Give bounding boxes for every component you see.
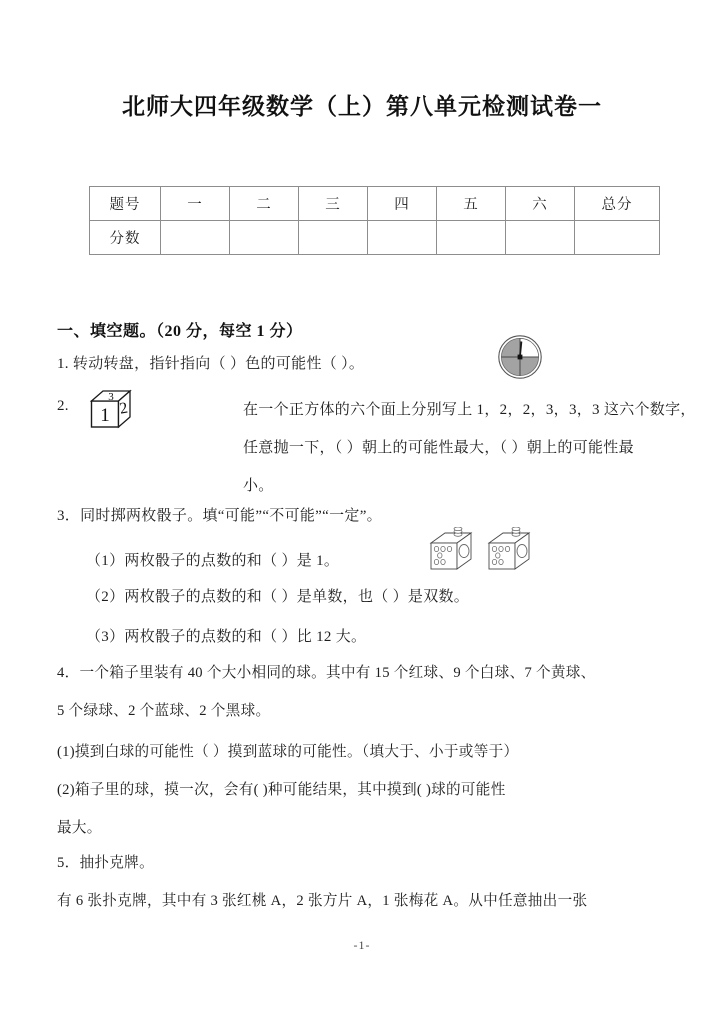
column-header-2: 二 bbox=[230, 187, 299, 221]
section-heading-fill-in-blanks: 一、填空题。（20 分，每空 1 分） bbox=[57, 323, 303, 340]
column-header-4: 四 bbox=[368, 187, 437, 221]
score-cell-1[interactable] bbox=[161, 221, 230, 255]
page-number-footer: -1- bbox=[353, 938, 371, 952]
question-2-number: 2. bbox=[57, 398, 69, 414]
row-label-score: 分数 bbox=[90, 221, 161, 255]
score-cell-3[interactable] bbox=[299, 221, 368, 255]
column-header-3: 三 bbox=[299, 187, 368, 221]
question-4-line-5: 最大。 bbox=[57, 820, 102, 836]
spinner-wheel-icon bbox=[497, 334, 543, 380]
score-cell-5[interactable] bbox=[437, 221, 506, 255]
question-2-line-3: 小。 bbox=[243, 478, 274, 494]
table-row-header bbox=[90, 187, 660, 221]
score-cell-2[interactable] bbox=[230, 221, 299, 255]
question-4-line-4: (2)箱子里的球，摸一次，会有( )种可能结果，其中摸到( )球的可能性 bbox=[57, 782, 506, 798]
page-title: 北师大四年级数学（上）第八单元检测试卷一 bbox=[122, 94, 602, 119]
numbered-cube-icon bbox=[86, 387, 140, 433]
column-header-1: 一 bbox=[161, 187, 230, 221]
question-5-line-1: 5．抽扑克牌。 bbox=[57, 855, 154, 871]
score-table-wrapper bbox=[89, 186, 635, 255]
score-cell-total[interactable] bbox=[575, 221, 660, 255]
column-header-6: 六 bbox=[506, 187, 575, 221]
question-4-line-2: 5 个绿球、2 个蓝球、2 个黑球。 bbox=[57, 703, 271, 719]
question-5-line-2: 有 6 张扑克牌，其中有 3 张红桃 A，2 张方片 A，1 张梅花 A。从中任意抽出一张 bbox=[57, 893, 588, 909]
svg-text:1: 1 bbox=[100, 405, 110, 426]
question-3-line-3: （2）两枚骰子的点数的和（ ）是单数，也（ ）是双数。 bbox=[86, 589, 470, 605]
question-3-line-2: （1）两枚骰子的点数的和（ ）是 1。 bbox=[86, 553, 340, 569]
svg-text:3: 3 bbox=[108, 391, 114, 403]
question-1-line-1: 1. 转动转盘，指针指向（ ）色的可能性（ ）。 bbox=[57, 356, 365, 372]
question-3-line-4: （3）两枚骰子的点数的和（ ）比 12 大。 bbox=[86, 629, 367, 645]
row-label-question-no: 题号 bbox=[90, 187, 161, 221]
svg-text:2: 2 bbox=[118, 399, 130, 418]
column-header-5: 五 bbox=[437, 187, 506, 221]
score-table bbox=[89, 186, 660, 255]
score-cell-6[interactable] bbox=[506, 221, 575, 255]
table-row-scores bbox=[90, 221, 660, 255]
question-2-line-2: 任意抛一下，（ ）朝上的可能性最大，（ ）朝上的可能性最 bbox=[243, 440, 634, 456]
question-4-line-3: (1)摸到白球的可能性（ ）摸到蓝球的可能性。（填大于、小于或等于） bbox=[57, 744, 519, 760]
question-2-line-1: 在一个正方体的六个面上分别写上 1，2，2，3，3，3 这六个数字， bbox=[243, 402, 696, 418]
question-3-line-1: 3．同时掷两枚骰子。填“可能”“不可能”“一定”。 bbox=[57, 508, 382, 524]
question-4-line-1: 4．一个箱子里装有 40 个大小相同的球。其中有 15 个红球、9 个白球、7 个黄球、 bbox=[57, 665, 596, 681]
column-header-total: 总分 bbox=[575, 187, 660, 221]
pair-of-dice-icon bbox=[427, 527, 539, 585]
score-cell-4[interactable] bbox=[368, 221, 437, 255]
